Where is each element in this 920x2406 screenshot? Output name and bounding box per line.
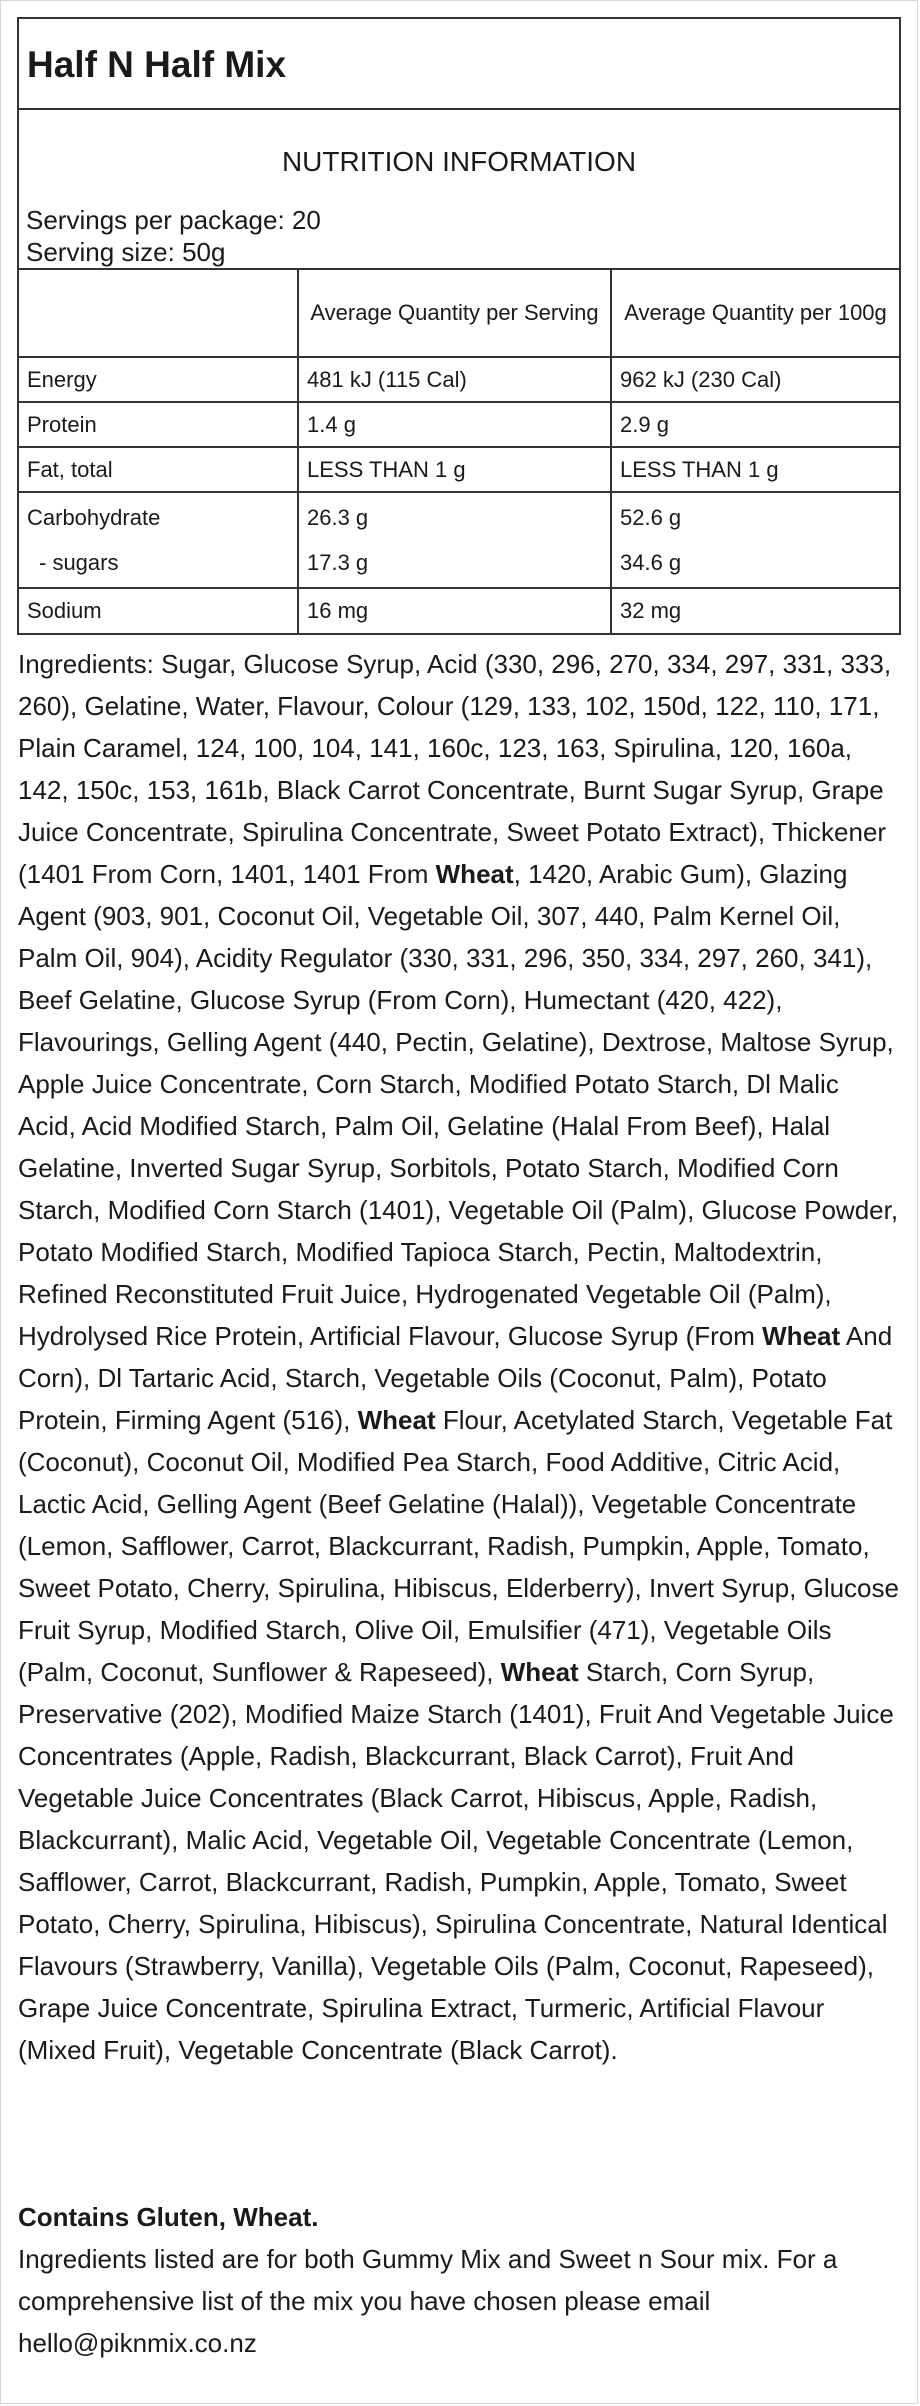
nutrient-name: Energy — [19, 357, 298, 402]
servings-per-package: Servings per package: 20 — [26, 205, 321, 235]
per-100g-value: 32 mg — [611, 588, 899, 633]
ingredients-segment: , 1420, Arabic Gum), Glazing Agent (903, 901, Coconut Oil, Vegetable Oil, 307, 440, Palm Kernel Oil, Palm Oil, 904), Acidity Regulator (330, 331, 296, 350, 334, 297, 260, 341), Beef Gelatine, Glucose Syrup (From Corn), Humectant (420, 422), Flavourings, Gelling Agent (440, Pectin, Gelatine), Dextrose, Maltose Syrup, Apple Juice Concentrate, Corn Starch, Modified Potato Starch, Dl Malic Acid, Acid Modified Starch, Palm Oil, Gelatine (Halal From Beef), Halal Gelatine, Inverted Sugar Syrup, Sorbitols, Potato Starch, Modified Corn Starch, Modified Corn Starch (1401), Vegetable Oil (Palm), Glucose Powder, Potato Modified Starch, Modified Tapioca Starch, Pectin, Maltodextrin, Refined Reconstituted Fruit Juice, Hydrogenated Vegetable Oil (Palm), Hydrolysed Rice Protein, Artificial Flavour, Glucose Syrup (From — [18, 859, 899, 1351]
per-serving-value — [298, 492, 611, 588]
per-100g-value: 2.9 g — [611, 402, 899, 447]
per-serving-value: LESS THAN 1 g — [298, 447, 611, 492]
per-100g-value: LESS THAN 1 g — [611, 447, 899, 492]
servings-info — [19, 204, 899, 268]
table-row — [19, 492, 899, 588]
per-serving-value: 481 kJ (115 Cal) — [298, 357, 611, 402]
ingredients-segment: Ingredients: Sugar, Glucose Syrup, Acid (330, 296, 270, 334, 297, 331, 333, 260), Gelatine, Water, Flavour, Colour (129, 133, 102, 150d, 122, 110, 171, Plain Caramel, 124, 100, 104, 141, 160c, 123, 163, Spirulina, 120, 160a, 142, 150c, 153, 161b, Black Carrot Concentrate, Burnt Sugar Syrup, Grape Juice Concentrate, Spirulina Concentrate, Sweet Potato Extract), Thickener (1401 From Corn, 1401, 1401 From — [18, 649, 892, 889]
table-row — [19, 357, 899, 402]
per-100g-value: 962 kJ (230 Cal) — [611, 357, 899, 402]
per-serving-value: 1.4 g — [298, 402, 611, 447]
per-serving-value: 16 mg — [298, 588, 611, 633]
nutrition-table — [19, 268, 899, 633]
column-header-nutrient — [19, 269, 298, 357]
sugars-per-serving: 17.3 g — [307, 550, 369, 575]
nutrient-name: Sodium — [19, 588, 298, 633]
nutrient-name — [19, 492, 298, 588]
sugars-label: - sugars — [39, 550, 119, 575]
carbohydrate-label: Carbohydrate — [27, 505, 161, 530]
nutrient-name: Fat, total — [19, 447, 298, 492]
table-row — [19, 402, 899, 447]
allergen-statement: Contains Gluten, Wheat. — [18, 2202, 319, 2232]
carbohydrate-per-serving: 26.3 g — [307, 505, 369, 530]
product-title: Half N Half Mix — [19, 19, 899, 110]
table-header-row — [19, 269, 899, 357]
column-header-per-serving: Average Quantity per Serving — [298, 269, 611, 357]
ingredients-segment: And Corn), Dl Tartaric Acid, Starch, Vegetable Oils (Coconut, Palm), Potato Protein, Firming Agent (516), — [18, 1321, 893, 1435]
table-row — [19, 447, 899, 492]
allergen-highlight: Wheat — [357, 1405, 436, 1435]
table-row — [19, 588, 899, 633]
column-header-per-100g: Average Quantity per 100g — [611, 269, 899, 357]
nutrient-name: Protein — [19, 402, 298, 447]
nutrition-panel — [17, 17, 901, 635]
ingredients-segment: Starch, Corn Syrup, Preservative (202), Modified Maize Starch (1401), Fruit And Vegetable Juice Concentrates (Apple, Radish, Blackcurrant, Black Carrot), Fruit And Vegetable Juice Concentrates (Black Carrot, Hibiscus, Apple, Radish, Blackcurrant), Malic Acid, Vegetable Oil, Vegetable Concentrate (Lemon, Safflower, Carrot, Blackcurrant, Radish, Pumpkin, Apple, Tomato, Sweet Potato, Cherry, Spirulina, Hibiscus), Spirulina Concentrate, Natural Identical Flavours (Strawberry, Vanilla), Vegetable Oils (Palm, Coconut, Rapeseed), Grape Juice Concentrate, Spirulina Extract, Turmeric, Artificial Flavour (Mixed Fruit), Vegetable Concentrate (Black Carrot). — [18, 1657, 894, 2065]
per-100g-value — [611, 492, 899, 588]
mix-note: Ingredients listed are for both Gummy Mix and Sweet n Sour mix. For a comprehensive list of the mix you have chosen please email hello@piknmix.co.nz — [18, 2244, 838, 2358]
carbohydrate-per-100g: 52.6 g — [620, 505, 682, 530]
allergen-highlight: Wheat — [500, 1657, 579, 1687]
sugars-per-100g: 34.6 g — [620, 550, 682, 575]
ingredients-segment: Flour, Acetylated Starch, Vegetable Fat (Coconut), Coconut Oil, Modified Pea Starch, Food Additive, Citric Acid, Lactic Acid, Gelling Agent (Beef Gelatine (Halal)), Vegetable Concentrate (Lemon, Safflower, Carrot, Blackcurrant, Radish, Pumpkin, Apple, Tomato, Sweet Potato, Cherry, Spirulina, Hibiscus, Elderberry), Invert Syrup, Glucose Fruit Syrup, Modified Starch, Olive Oil, Emulsifier (471), Vegetable Oils (Palm, Coconut, Sunflower & Rapeseed), — [18, 1405, 899, 1687]
ingredients-text — [18, 643, 902, 2071]
serving-size: Serving size: 50g — [26, 237, 226, 267]
nutrition-heading: NUTRITION INFORMATION — [281, 146, 637, 177]
allergen-highlight: Wheat — [435, 859, 514, 889]
allergen-highlight: Wheat — [762, 1321, 841, 1351]
